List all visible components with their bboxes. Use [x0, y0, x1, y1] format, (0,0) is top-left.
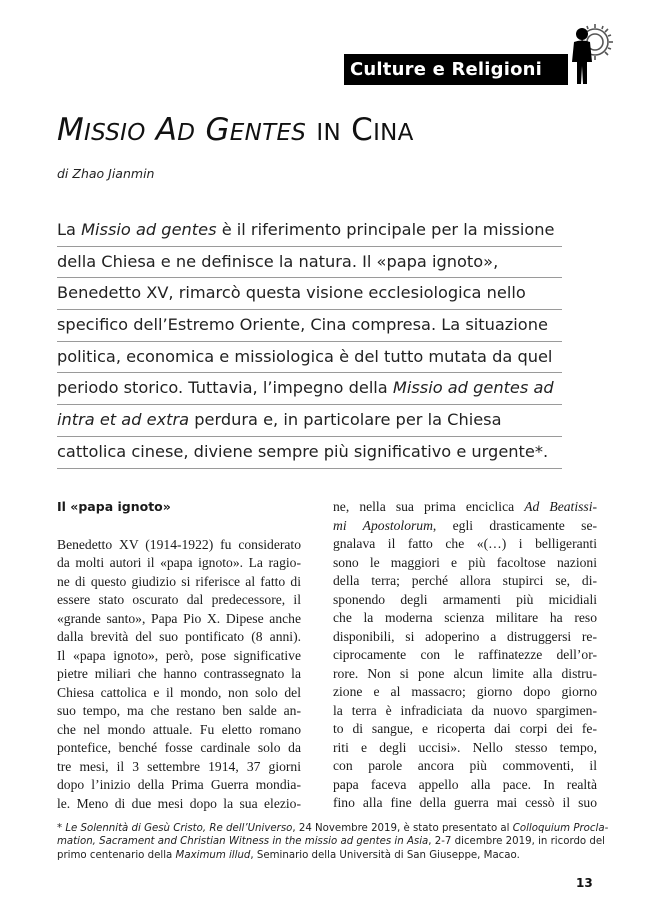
body-line: riti e degli uccisi». Nello stesso tempo, [333, 739, 597, 755]
body-line: da molti autori il «papa ignoto». La ragio- [57, 555, 301, 570]
footnote-line: * Le Solennità di Gesù Cristo, Re dell’Universo, 24 Novembre 2019, è stato presentato al Colloquium Procla- [57, 823, 609, 834]
body-line: tre mesi, il 3 settembre 1914, 37 giorni [57, 758, 301, 774]
body-line: ne di questo giudizio si riferisce al fatto di [57, 573, 301, 589]
author-byline: di Zhao Jianmin [57, 166, 155, 181]
body-line: zione e al massacro; giorno dopo giorno [333, 684, 597, 699]
body-line: rore. Non si pone alcun limite alla distru- [333, 665, 597, 681]
body-line: to di sangue, e ricoperta dai corpi dei fe- [333, 721, 597, 736]
body-line: Chiesa cattolica e il mondo, non solo del [57, 684, 301, 700]
body-line: mi Apostolorum, egli drasticamente se- [333, 517, 597, 533]
footnote [57, 822, 609, 862]
body-line: ne, nella sua prima enciclica Ad Beatissi- [333, 499, 597, 514]
footnote-line: primo centenario della Maximum illud, Seminario della Università di San Giuseppe, Macao. [57, 849, 520, 861]
body-line: della terra; perché allora stupirci se, di- [333, 573, 597, 588]
body-line: sono le maggiori e più facoltose nazioni [333, 554, 597, 570]
body-line: ciprocamente con le raffinatezze dell’or- [333, 647, 597, 662]
body-line: le. Meno di due mesi dopo la sua elezio- [57, 795, 301, 811]
body-column-left [57, 498, 301, 813]
body-line: dalla brevità del suo pontificato (8 anni). [57, 629, 301, 644]
body-line: papa faceva appello alla pace. In realtà [333, 776, 597, 792]
section-rubric [344, 54, 568, 85]
body-line: la terra è infradiciata da nuovo spargimen- [333, 702, 597, 718]
body-line: fino alla fine della guerra mai cessò il suo [333, 795, 597, 810]
abstract-line: Benedetto XV, rimarcò questa visione ecclesiologica nello [57, 278, 562, 310]
section-heading: Il «papa ignoto» [57, 499, 171, 514]
footnote-line: mation, Sacrament and Christian Witness in the missio ad gentes in Asia, 2-7 dicembre 2019, in ricordo del [57, 836, 605, 848]
body-line: suo tempo, ma che restano ben salde an- [57, 703, 301, 718]
body-line: che la moderna scienza militare ha reso [333, 610, 597, 625]
body-line: «grande santo», Papa Pio X. Dipese anche [57, 610, 301, 626]
body-line: sponendo degli armamenti più micidiali [333, 591, 597, 607]
body-line: Benedetto XV (1914-1922) fu considerato [57, 536, 301, 552]
page-number: 13 [576, 876, 593, 890]
section-rubric-label: Culture e Religioni [350, 59, 543, 80]
body-line: pietre miliari che hanno contrassegnato la [57, 666, 301, 681]
body-line: disponibili, si adoperino a distruggersi re- [333, 628, 597, 644]
body-line: che nel mondo attuale. Fu eletto romano [57, 721, 301, 737]
body-line: con parole ancora più commoventi, il [333, 758, 597, 773]
body-line: pontefice, benché fosse cardinale solo da [57, 740, 301, 755]
abstract-line: specifico dell’Estremo Oriente, Cina compresa. La situazione [57, 310, 562, 342]
body-line: essere stato oscurato dal predecessore, il [57, 592, 301, 607]
body-line: dopo l’inizio della Prima Guerra mondia- [57, 777, 301, 792]
abstract-line: della Chiesa e ne definisce la natura. Il «papa ignoto», [57, 247, 562, 279]
body-line: gnalava il fatto che «(…) i belligeranti [333, 536, 597, 551]
body-line: Il «papa ignoto», però, pose significative [57, 647, 301, 663]
abstract-line: periodo storico. Tuttavia, l’impegno della Missio ad gentes ad [57, 373, 562, 405]
abstract [57, 215, 562, 469]
body-column-right [333, 498, 597, 813]
abstract-line: La Missio ad gentes è il riferimento principale per la missione [57, 215, 562, 247]
abstract-line: cattolica cinese, diviene sempre più significativo e urgente*. [57, 437, 562, 469]
abstract-line: intra et ad extra perdura e, in particolare per la Chiesa [57, 405, 562, 437]
abstract-line: politica, economica e missiologica è del tutto mutata da quel [57, 342, 562, 374]
person-gear-icon [565, 18, 617, 88]
article-title: MISSIO AD GENTES IN CINA [57, 112, 414, 148]
